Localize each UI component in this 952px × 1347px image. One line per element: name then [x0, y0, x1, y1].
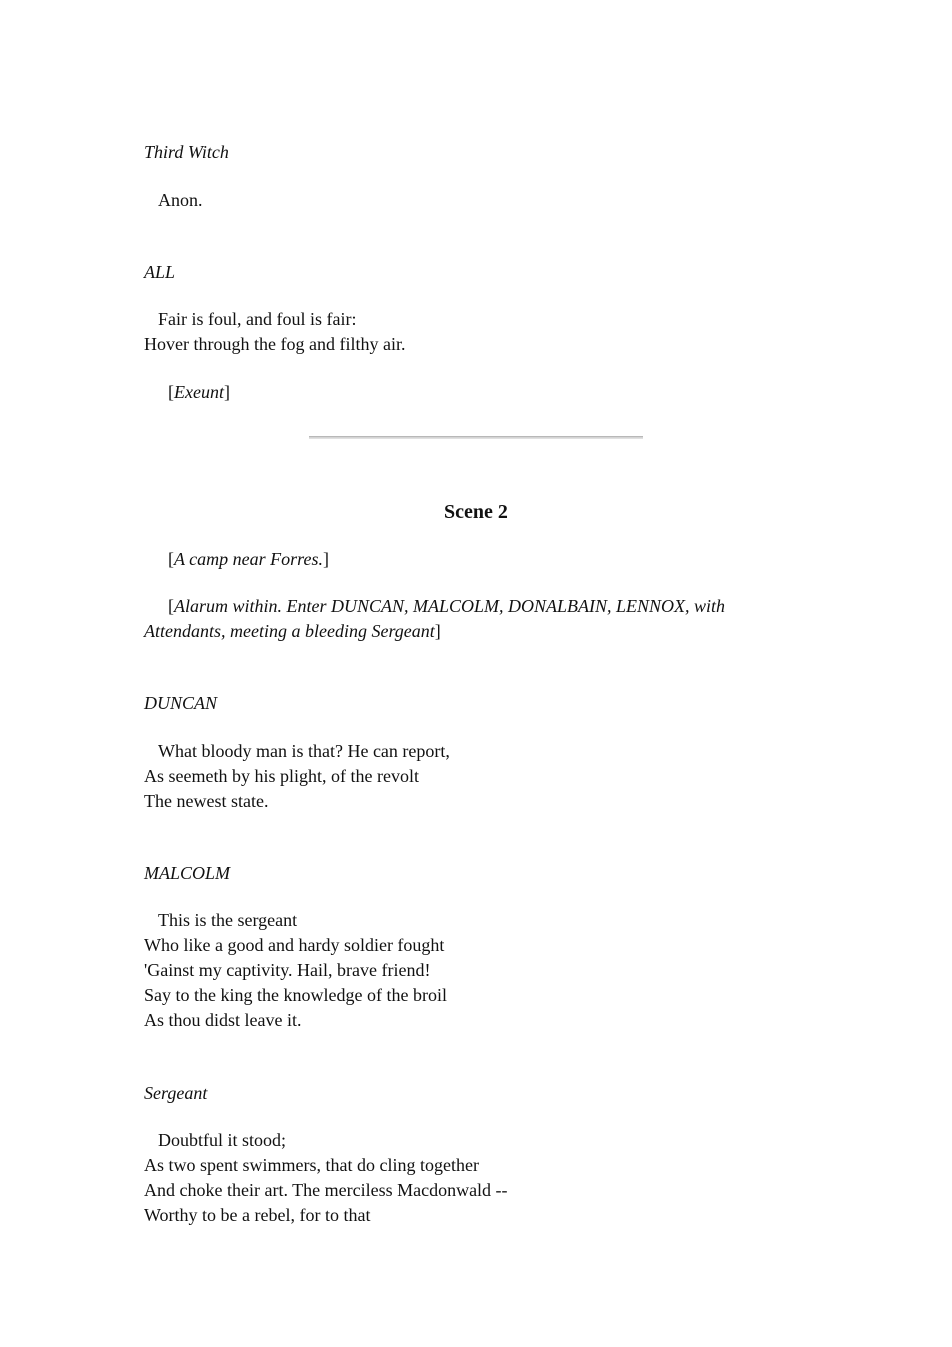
- verse-line: As seemeth by his plight, of the revolt: [144, 766, 419, 786]
- verse-line: Say to the king the knowledge of the broil: [144, 985, 447, 1005]
- stage-direction-text: Alarum within. Enter DUNCAN, MALCOLM, DONALBAIN, LENNOX, with: [174, 596, 726, 616]
- speaker-name: Sergeant: [144, 1083, 208, 1103]
- verse-line: As thou didst leave it.: [144, 1010, 302, 1030]
- stage-direction: [168, 380, 230, 405]
- verse-line: The newest state.: [144, 791, 269, 811]
- speaker-name: DUNCAN: [144, 693, 218, 713]
- stage-direction-text: Attendants, meeting a bleeding Sergeant: [144, 621, 435, 641]
- speaker-name: MALCOLM: [144, 863, 231, 883]
- setting-text: A camp near Forres.: [174, 549, 323, 569]
- verse-line: Fair is foul, and foul is fair:: [158, 309, 357, 329]
- horizontal-rule: [309, 436, 643, 439]
- verse-line: 'Gainst my captivity. Hail, brave friend!: [144, 960, 431, 980]
- verse-line: As two spent swimmers, that do cling together: [144, 1155, 479, 1175]
- bracket-close: ]: [434, 621, 441, 641]
- speaker-name: ALL: [144, 262, 176, 282]
- verse-line: What bloody man is that? He can report,: [158, 741, 450, 761]
- bracket-open: [: [168, 549, 174, 569]
- verse-line: And choke their art. The merciless Macdonwald --: [144, 1180, 508, 1200]
- bracket-close: ]: [322, 549, 329, 569]
- bracket-open: [: [168, 596, 174, 616]
- stage-direction-continued: [144, 619, 441, 644]
- bracket-open: [: [168, 382, 174, 402]
- verse-line: Hover through the fog and filthy air.: [144, 334, 406, 354]
- stage-direction: [168, 594, 725, 619]
- speaker-name: Third Witch: [144, 142, 229, 162]
- verse-line: Doubtful it stood;: [158, 1130, 287, 1150]
- verse-line: Anon.: [158, 190, 203, 210]
- scene-setting: [168, 547, 329, 572]
- bracket-close: ]: [223, 382, 230, 402]
- stage-direction-text: Exeunt: [174, 382, 224, 402]
- verse-line: This is the sergeant: [158, 910, 298, 930]
- scene-heading: Scene 2: [444, 501, 508, 523]
- verse-line: Worthy to be a rebel, for to that: [144, 1205, 371, 1225]
- verse-line: Who like a good and hardy soldier fought: [144, 935, 445, 955]
